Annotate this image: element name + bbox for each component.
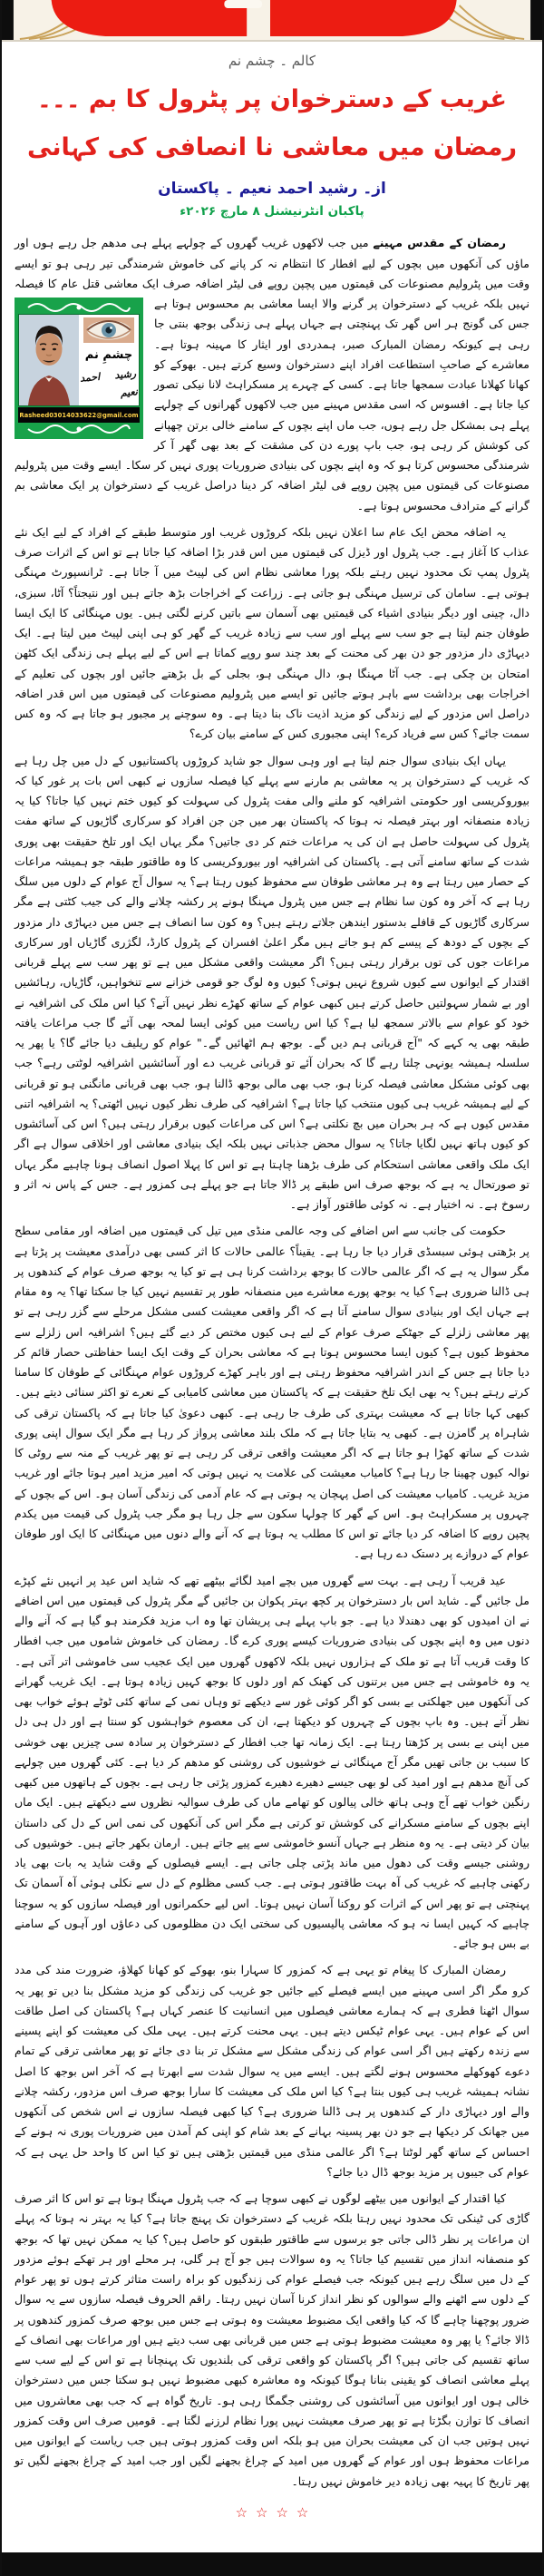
card-inner [18, 314, 140, 406]
bottom-border-bar [2, 2552, 542, 2576]
article-paragraph: یہاں ایک بنیادی سوال جنم لیتا ہے اور وہی سوال جو شاید کروڑوں پاکستانیوں کے دل میں چل رہا ہے کہ غریب کے دسترخوان پر یہ معاشی بم مارنے سے پہلے کیا فیصلہ سازوں نے کبھی اس بات پر غور کیا کہ بیوروکریسی اور حکومتی اشرافیہ کو ملنے والی مفت پٹرول کی سہولت کو کیوں ختم نہیں کیا جاتا؟ کیا یہ زیادہ منصفانہ اور بہتر فیصلہ نہ ہوتا کہ پاکستان بھر میں جن جن افراد کو سرکاری گاڑیوں کے ساتھ مفت پٹرول کی سہولت حاصل ہے ان کی یہ مراعات ختم کر دی جاتیں؟ مگر یہاں ایک اور تلخ حقیقت بھی پوری شدت کے ساتھ سامنے آتی ہے۔ پاکستان کی اشرافیہ اور بیوروکریسی کا وہ طاقتور طبقہ جو ہمیشہ مراعات کے حصار میں رہتا ہے وہ ہر معاشی طوفان سے محفوظ کیوں رہتا ہے؟ یہ سوال آج عوام کے دلوں میں سلگ رہا ہے کہ آخر وہ کون سا نظام ہے جس میں پٹرول مہنگا ہونے پر رکشہ چلانے والے کی جیب کٹتی ہے مگر سرکاری گاڑیوں کے قافلے بدستور ایندھن جلاتے رہتے ہیں؟ وہ کون سا انصاف ہے جس میں دیہاڑی دار مزدور کے بچوں کے دودھ کے پیسے کم ہو جاتے ہیں مگر اعلیٰ افسران کے پٹرول کارڈ، لگژری گاڑیاں اور سرکاری مراعات جوں کی توں برقرار رہتی ہیں؟ اگر معیشت واقعی مشکل میں ہے تو پھر سب سے پہلے قربانی اقتدار کے ایوانوں سے کیوں شروع نہیں ہوتی؟ کیوں وہ لوگ جو قومی خزانے سے تنخواہیں، گاڑیاں، رہائشیں اور بے شمار سہولتیں حاصل کرتے ہیں کبھی عوام کے ساتھ کھڑے نظر نہیں آتے؟ کیا اس ملک کی اشرافیہ نے خود کو عوام سے بالاتر سمجھ لیا ہے؟ کیا اس ریاست میں کوئی ایسا لمحہ بھی آئے گا جب مراعات یافتہ طبقہ بھی یہ کہے کہ "آج قربانی ہم دیں گے۔ بوجھ ہم اٹھائیں گے۔" عوام کو ریلیف دیا جائے گا؟ یا پھر یہ سلسلہ ہمیشہ یونہی چلتا رہے گا کہ بحران آئے تو قربانی غریب دے اور آسائشیں اشرافیہ لوٹتی رہے؟ جب بھی کوئی مشکل معاشی فیصلہ کرنا ہو، جب بھی مالی بوجھ ڈالنا ہو، جب بھی قربانی مانگنی ہو تو قربانی کے لیے ہمیشہ غریب ہی کیوں منتخب کیا جاتا ہے؟ اشرافیہ کی طرف نظر کیوں نہیں اٹھتی؟ یہ اشرافیہ اتنی مقدس کیوں ہے کہ ہر بحران میں بچ نکلتی ہے؟ اس کی مراعات کیوں برقرار رہتی ہیں؟ اس کی آسائشوں کو کیوں ہاتھ نہیں لگایا جاتا؟ یہ سوال محض جذباتی نہیں بلکہ ایک بنیادی معاشی اور اخلاقی سوال ہے اگر ایک ملک واقعی معاشی استحکام کی طرف بڑھنا چاہتا ہے تو اس کا پہلا اصول انصاف ہونا چاہیے مگر یہاں تو صورتحال یہ ہے کہ بوجھ صرف اس طبقے پر ڈالا جاتا ہے جو پہلے ہی کمزور ہے۔ جس کے پاس نہ اثر و رسوخ ہے۔ نہ اختیار ہے۔ نہ کوئی طاقتور آواز ہے۔ [15, 753, 529, 1212]
article-paragraphs-container [15, 522, 529, 2492]
article-paragraph: حکومت کی جانب سے اس اضافے کی وجہ عالمی منڈی میں تیل کی قیمتوں میں اضافہ اور مقامی سطح پر بڑھتی ہوئی سبسڈی قرار دیا جا رہا ہے۔ یقیناً؟ عالمی حالات کا اثر کسی بھی درآمدی معیشت پر پڑتا ہے مگر سوال یہ ہے کہ اگر عالمی حالات کا بوجھ برداشت کرنا ہی ہے تو کیا یہ بوجھ صرف عوام کے کندھوں پر ہی ڈالنا ضروری ہے؟ کیا یہ بوجھ پورے معاشرے میں منصفانہ طور پر تقسیم نہیں کیا جا سکتا تھا؟ یہ وہ مقام ہے جہاں ایک اور بنیادی سوال سامنے آتا ہے کہ اگر واقعی معیشت کسی مشکل مرحلے سے گزر رہی ہے تو پھر معاشی زلزلے کے جھٹکے صرف عوام کے لیے ہی کیوں مختص کر دیے گئے ہیں؟ اشرافیہ اس زلزلے سے محفوظ کیوں ہے؟ کیوں ایسا محسوس ہوتا ہے کہ معاشی بحران کے وقت ایک ایسا حفاظتی حصار قائم کر دیا جاتا ہے جس کے اندر اشرافیہ محفوظ رہتی ہے اور باہر کھڑے کروڑوں عوام مہنگائی کے طوفان کا سامنا کرتے رہتے ہیں؟ یہ بھی ایک تلخ حقیقت ہے کہ پاکستان میں معاشی کامیابی کے نعرے تو اکثر سنائی دیتے ہیں۔ کبھی کہا جاتا ہے کہ معیشت بہتری کی طرف جا رہی ہے۔ کبھی دعویٰ کیا جاتا ہے کہ پاکستان ترقی کی شاہراہ پر گامزن ہے۔ کبھی یہ بتایا جاتا ہے کہ ملک بلند معاشی پرواز کر رہا ہے مگر ایک سوال اپنی پوری شدت کے ساتھ کھڑا ہو جاتا ہے کہ اگر معیشت واقعی ترقی کر رہی ہے تو پھر غریب کے منہ سے روٹی کا نوالہ کیوں چھینا جا رہا ہے؟ کامیاب معیشت کی علامت یہ نہیں ہوتی کہ امیر مزید امیر ہوتا جائے اور غریب مزید غریب۔ کامیاب معیشت کی اصل پہچان یہ ہوتی ہے کہ عام آدمی کی زندگی آسان ہو۔ اس کے بچوں کے چہروں پر مسکراہٹ ہو۔ اس کے گھر کا چولہا سکون سے جل رہا ہو مگر جب پٹرول کی قیمت میں یکدم پچپن روپے کا اضافہ کر دیا جائے تو اس کا مطلب یہ ہوتا ہے کہ آنے والے دنوں میں مہنگائی کا ایک اور طوفان عوام کے دروازے پر دستک دے رہا ہے۔ [14, 1224, 529, 1561]
author-card [15, 298, 143, 439]
card-right-column [79, 315, 139, 405]
article-paragraph: یہ اضافہ محض ایک عام سا اعلان نہیں بلکہ کروڑوں غریب اور متوسط طبقے کے افراد کے لیے ایک نئے عذاب کا آغاز ہے۔ جب پٹرول اور ڈیزل کی قیمتوں میں اس قدر بڑا اضافہ کیا جاتا ہے تو اس کے اثرات صرف پٹرول پمپ تک محدود نہیں رہتے بلکہ پورا معاشی نظام اس کی لپیٹ میں آ جاتا ہے۔ ٹرانسپورٹ مہنگی ہوتی ہے۔ سامان کی ترسیل مہنگی ہو جاتی ہے۔ زراعت کے اخراجات بڑھ جاتے ہیں اور نتیجتاً؟ آٹا، سبزی، دال، چینی اور دیگر بنیادی اشیاء کی قیمتیں بھی آسمان سے باتیں کرنے لگتی ہیں۔ یوں مہنگائی کا ایک ایسا طوفان جنم لیتا ہے جو سب سے پہلے اور سب سے زیادہ غریب کے گھر کو ہی اپنی لپیٹ میں لیتا ہے۔ ایک دیہاڑی دار مزدور جو دن بھر کی محنت کے بعد چند سو روپے کماتا ہے اس کے لیے پہلے ہی زندگی ایک کٹھن امتحان بن چکی ہے۔ جب آٹا مہنگا ہو، دال مہنگی ہو، بجلی کے بل بڑھتے جائیں اور بچوں کی تعلیم کے اخراجات بھی برداشت سے باہر ہوتے جائیں تو ایسے میں پٹرولیم مصنوعات کی قیمتوں میں اس قدر اضافہ دراصل اس مزدور کے لیے زندگی کو مزید اذیت ناک بنا دیتا ہے۔ وہ سوچنے پر مجبور ہو جاتا ہے کہ وہ کس سمت جائے؟ کس سے فریاد کرے؟ اپنی مجبوری کس کے سامنے بیان کرے؟ [15, 524, 529, 741]
article-paragraph: رمضان المبارک کا پیغام تو یہی ہے کہ کمزور کا سہارا بنو، بھوکے کو کھانا کھلاؤ، ضرورت مند کی مدد کرو مگر اگر اسی مہینے میں ایسے فیصلے کیے جائیں جو غریب کی زندگی کو مزید مشکل بنا دیں تو پھر یہ سوال اٹھنا فطری ہے کہ ہمارے معاشی فیصلوں میں انسانیت کا عنصر کہاں ہے؟ پاکستان کی اصل طاقت اس کے عوام ہیں۔ یہی عوام ٹیکس دیتے ہیں۔ یہی محنت کرتے ہیں۔ یہی ملک کی معیشت کو اپنے پسینے سے زندہ رکھتے ہیں اگر اسی عوام کی زندگی مشکل سے مشکل تر بنا دی جائے تو پھر معاشی ترقی کے تمام دعوے کھوکھلے محسوس ہونے لگتے ہیں۔ ایسے میں یہ سوال شدت سے ابھرتا ہے کہ آخر اس بوجھ کا اصل نشانہ ہمیشہ غریب ہی کیوں بنتا ہے؟ کیا اس ملک کی معیشت کا سارا بوجھ صرف اس مزدور، رکشہ چلانے والے اور دیہاڑی دار کے کندھوں پر ہی ڈالنا ضروری ہے؟ کیا کبھی فیصلہ سازوں نے اس شخص کی آنکھوں میں جھانک کر دیکھا ہے جو دن بھر پسینہ بہانے کے بعد شام کو اپنی کم آمدن میں ضروریات پوری نہ ہونے کے احساس کے ساتھ گھر لوٹتا ہے؟ اگر عالمی منڈی میں قیمتیں بڑھتی ہیں تو کیا اس کا واحد حل یہی ہے کہ عوام کی جیبوں پر مزید بوجھ ڈال دیا جائے؟ [15, 1963, 529, 2179]
article-paragraph: کیا اقتدار کے ایوانوں میں بیٹھے لوگوں نے کبھی سوچا ہے کہ جب پٹرول مہنگا ہوتا ہے تو اس کا اثر صرف گاڑی کی ٹینکی تک محدود نہیں رہتا بلکہ غریب کے دسترخوان تک پہنچ جاتا ہے؟ کیا یہ بہتر نہ ہوتا کہ پہلے ان مراعات پر نظر ڈالی جاتی جو برسوں سے طاقتور طبقوں کو حاصل ہیں؟ کیا یہ ممکن نہیں تھا کہ بوجھ کو منصفانہ انداز میں تقسیم کیا جاتا؟ یہ وہ سوالات ہیں جو آج ہر گلی، ہر محلے اور ہر تھکے ہوئے مزدور کے دل میں سلگ رہے ہیں کیونکہ جب فیصلے عوام کی زندگیوں کو براہ راست متاثر کرتے ہوں تو پھر عوام کے دلوں سے اٹھنے والے سوالوں کو نظر انداز کرنا آسان نہیں رہتا۔ راقم الحروف فیصلہ سازوں سے یہ سوال ضرور پوچھنا چاہے گا کہ کیا واقعی ایک مضبوط معیشت وہ ہوتی ہے جس میں بوجھ صرف کمزور کندھوں پر ڈالا جائے؟ یا پھر وہ معیشت مضبوط ہوتی ہے جس میں قربانی بھی سب دیتے ہیں اور مراعات بھی انصاف کے ساتھ تقسیم کی جاتی ہیں؟ اگر پاکستان کو واقعی ترقی کی بلندیوں تک پہنچانا ہے تو اس کے لیے سب سے پہلے معاشی انصاف کو یقینی بنانا ہوگا کیونکہ وہ معاشرہ کبھی مضبوط نہیں ہو سکتا جس میں دسترخوان خالی ہوں اور ایوانوں میں آسائشوں کی روشنی جگمگا رہی ہو۔ تاریخ گواہ ہے کہ جب بھی معاشروں میں انصاف کا توازن بگڑتا ہے تو پھر صرف معیشت نہیں پورا نظام لرزنے لگتا ہے۔ قومیں صرف اس وقت کمزور نہیں ہوتیں جب ان کی معیشت بحران میں ہو بلکہ اس وقت کمزور ہوتی ہیں جب ریاست کے ایوانوں میں مراعات محفوظ ہوں اور عوام کے گھروں میں امید کے چراغ بجھنے لگیں اور جب امید کے چراغ بجھنے لگیں تو پھر تاریخ کا پہیہ بھی زیادہ دیر خاموش نہیں رہتا۔ [15, 2191, 529, 2488]
byline: از۔ رشید احمد نعیم ۔ پاکستان [158, 180, 386, 199]
paragraph-text-after-card: غریب کے دسترخوان پر گرنے والا ایسا معاشی بم محسوس ہوتا ہے جس کی گونج ہر اس گھر تک پہنچتی ہے جہاں پہلے ہی زندگی بوجھ بنتی جا رہی ہے کیونکہ رمضان المبارک صبر، ہمدردی اور ایثار کا مہینہ ہوتا ہے۔ معاشرے کے صاحبِ استطاعت افراد اپنے دسترخوان وسیع کرتے ہیں۔ بھوکے کو کھانا کھلانا عبادت سمجھا جاتا ہے۔ کسی کے چہرے پر مسکراہٹ لانا نیکی تصور کیا جاتا ہے۔ افسوس کہ اسی مقدس مہینے میں جب لاکھوں گھرانوں کے چولہے پہلے ہی بمشکل جل رہے ہوں، جب ماں اپنے بچوں کے سامنے خالی برتن چھپانے کی کوشش کر رہی ہو، جب باپ پورے دن کی مشقت کے بعد بھی گھر آ کر شرمندگی محسوس کرتا ہو کہ وہ اپنے بچوں کی بنیادی ضروریات پوری نہیں کر سکا۔ ایسے وقت میں پٹرولیم مصنوعات کی قیمتوں میں پچپن روپے فی لیٹر اضافہ کر دینا دراصل غریب کے دسترخوان پر ایک معاشی بم گرانے کے مترادف محسوس ہوتا ہے۔ [15, 297, 529, 512]
article-body [15, 233, 529, 2492]
footer-stars: ☆☆☆☆ [235, 2503, 317, 2521]
card-column-name: چشمِ نم [84, 347, 133, 362]
author-email: Rasheed03014033622@gmail.com [18, 407, 140, 423]
curtain-right-shape [270, 0, 457, 36]
article-paragraph-first [15, 233, 529, 516]
masthead-curtain-graphic [2, 0, 542, 42]
headline-line-2: رمضان میں معاشی نا انصافی کی کہانی [27, 132, 517, 161]
paragraph-lead: رمضان کے مقدس مہینے [373, 236, 506, 250]
curtain-left-shape [52, 0, 248, 36]
paragraph-text-before-card: میں جب لاکھوں غریب گھروں کے چولہے پہلے ہی مدھم جل رہے ہوں اور ماؤں کی آنکھوں میں بچوں کے لیے افطار کا انتظام نہ کر پانے کی خاموش شرمندگی تیر رہی ہو تو ایسے وقت میں پٹرولیم مصنوعات کی قیمتوں میں پچپن روپے فی لیٹر اضافہ صرف ایک معاشی قتل عام کا فیصلہ نہیں بلکہ [15, 236, 529, 311]
weeping-eye-icon [83, 317, 134, 343]
publication-dateline: پاکبان انٹرنیشنل ۸ مارچ ۲۰۲۶ء [180, 204, 364, 220]
headline-line-1: غریب کے دسترخوان پر پٹرول کا بم ۔۔۔ [37, 85, 507, 113]
author-photo [19, 315, 79, 405]
headline [20, 76, 524, 171]
card-ornament-bottom-icon [18, 423, 140, 435]
author-signature: رشید احمد نعیم [79, 367, 139, 399]
card-ornament-top-icon [18, 301, 140, 314]
column-kicker: کالم ۔ چشم نم [228, 53, 316, 69]
article-paragraph: عید قریب آ رہی ہے۔ بہت سے گھروں میں بچے امید لگائے بیٹھے تھے کہ شاید اس عید پر انہیں نئے کپڑے مل جائیں گے۔ شاید اس بار دسترخوان پر کچھ بہتر پکوان بن جائیں گے مگر پٹرول کی قیمتوں میں اس اضافے نے ان امیدوں کو بھی دھندلا دیا ہے۔ جو باپ پہلے ہی پریشان تھا وہ اب مزید فکرمند ہو گیا ہے کہ آنے والے دنوں میں وہ اپنے بچوں کی بنیادی ضروریات کیسے پوری کرے گا۔ رمضان کی خاموش شاموں میں جب افطار کا وقت قریب آتا ہے تو ملک کے ہزاروں نہیں بلکہ لاکھوں گھروں میں ایک عجیب سی خاموشی اتر آتی ہے۔ یہ وہ خاموشی ہے جس میں برتنوں کی کھنک کم اور دلوں کا بوجھ کہیں زیادہ ہوتا ہے۔ ایک غریب گھرانے کی آنکھوں میں جھلکتی بے بسی کو اگر کوئی غور سے دیکھے تو وہاں نمی کے ساتھ کئی ٹوٹے ہوئے خواب بھی نظر آتے ہیں۔ وہ باپ بچوں کے چہروں کو دیکھتا ہے، ان کی معصوم خواہشوں کو سنتا ہے اور دل ہی دل میں اپنی بے بسی پر کڑھتا رہتا ہے۔ ایک زمانہ تھا جب افطار کے دسترخوان پر سادہ سی چیزیں بھی خوشی کا سبب بن جاتی تھیں مگر آج مہنگائی نے خوشیوں کی روشنی کو مدھم کر دیا ہے۔ کئی گھروں میں چولہے کی آنچ مدھم ہے اور امید کی لو بھی جیسے دھیرے دھیرے کمزور پڑتی جا رہی ہے۔ بچوں کے ہاتھوں میں کبھی رنگین خواب تھے آج وہی ہاتھ خالی پیالوں کو تھامے ماں کی طرف سوالیہ نظروں سے دیکھتے ہیں۔ ایک ماں اپنے بچوں کے سامنے مسکرانے کی کوشش تو کرتی ہے مگر اس کی آنکھوں کی نمی اس کے دل کی داستان بیان کر دیتی ہے۔ یہ وہ منظر ہے جہاں آنسو خاموشی سے پیے جاتے ہیں۔ ارمان بکھر جاتے ہیں۔ خوشیوں کی روشنی جیسے وقت کی دھول میں ماند پڑتی چلی جاتی ہے۔ ایسے فیصلوں کے وقت شاید یہ بات بھی یاد رکھنی چاہیے کہ غریب کی آہ بہت طاقتور ہوتی ہے۔ جب کسی مظلوم کے دل سے نکلی ہوئی آہ آسمان تک پہنچتی ہے تو پھر اس کے اثرات کو روکنا آسان نہیں ہوتا۔ اس لیے حکمرانوں اور فیصلہ سازوں کو یہ سوچنا چاہیے کہ کہیں ایسا نہ ہو کہ معاشی پالیسیوں کی سختی ایک دن مظلوموں کی دعاؤں اور آہوں کے سامنے بے بس ہو جائے۔ [15, 1573, 529, 1951]
